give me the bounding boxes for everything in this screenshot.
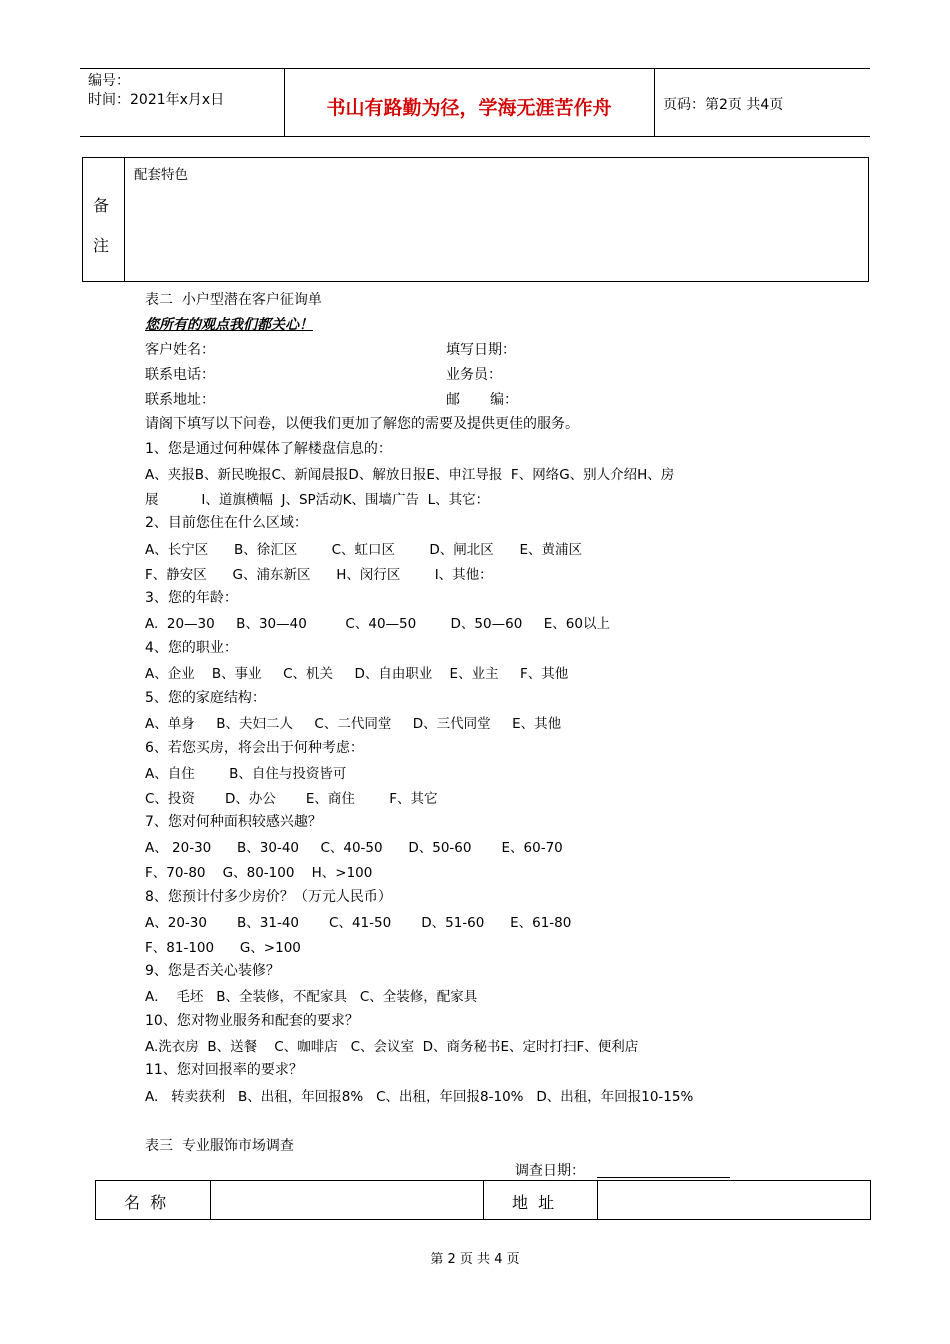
header-time: 时间：2021年x月x日 xyxy=(88,92,225,108)
header-page-number: 页码：第2页 共4页 xyxy=(663,97,784,113)
question-3-options: A. 20—30 B、30—40 C、40—50 D、50—60 E、60以上 xyxy=(145,616,610,632)
field-postcode-2: 编： xyxy=(490,392,518,408)
field-phone: 联系电话： xyxy=(145,367,215,383)
header-bottom-rule xyxy=(80,136,870,137)
remarks-divider xyxy=(124,157,125,282)
table3-name-value[interactable] xyxy=(211,1181,482,1219)
remarks-box xyxy=(82,157,869,282)
question-1-options-line-1: A、夹报B、新民晚报C、新闻晨报D、解放日报E、申江导报 F、网络G、别人介绍H、房 xyxy=(145,467,675,483)
question-9-options: A． 毛坯 B、全装修，不配家具 C、全装修，配家具 xyxy=(145,989,478,1005)
header-top-rule xyxy=(80,68,870,69)
question-9: 9、您是否关心装修？ xyxy=(145,963,280,979)
question-8: 8、您预计付多少房价？（万元人民币） xyxy=(145,889,392,905)
question-6-options-line-2: C、投资 D、办公 E、商住 F、其它 xyxy=(145,791,438,807)
question-6-options-line-1: A、自住 B、自住与投资皆可 xyxy=(145,766,347,782)
question-2-options-line-1: A、长宁区 B、徐汇区 C、虹口区 D、闸北区 E、黄浦区 xyxy=(145,542,583,558)
question-8-options-line-1: A、20-30 B、31-40 C、41-50 D、51-60 E、61-80 xyxy=(145,915,572,931)
question-11-options: A. 转卖获利 B、出租，年回报8% C、出租，年回报8-10% D、出租，年回报10-15% xyxy=(145,1089,694,1105)
remarks-label-2: 注 xyxy=(93,236,110,255)
table2-slogan: 您所有的观点我们都关心！ xyxy=(145,317,313,333)
table2-title: 表二 小户型潜在客户征询单 xyxy=(145,292,322,308)
question-10-options: A.洗衣房 B、送餐 C、咖啡店 C、会议室 D、商务秘书E、定时打扫F、便利店 xyxy=(145,1039,639,1055)
questionnaire-intro: 请阁下填写以下问卷，以便我们更加了解您的需要及提供更佳的服务。 xyxy=(145,416,579,432)
header-serial: 编号： xyxy=(88,73,130,89)
field-salesman: 业务员： xyxy=(446,367,502,383)
remarks-content: 配套特色 xyxy=(134,167,188,183)
survey-date-label: 调查日期： xyxy=(515,1163,585,1179)
field-fill-date: 填写日期： xyxy=(446,342,516,358)
remarks-label-1: 备 xyxy=(93,196,110,215)
table3-name-label: 名 称 xyxy=(124,1193,167,1212)
table3-title: 表三 专业服饰市场调查 xyxy=(145,1138,294,1154)
header-motto: 书山有路勤为径，学海无涯苦作舟 xyxy=(326,97,612,119)
question-1-options-line-2: 展 I、道旗横幅 J、SP活动K、围墙广告 L、其它： xyxy=(145,492,490,508)
question-5-options: A、单身 B、夫妇二人 C、二代同堂 D、三代同堂 E、其他 xyxy=(145,716,562,732)
question-4-options: A、企业 B、事业 C、机关 D、自由职业 E、业主 F、其他 xyxy=(145,666,569,682)
survey-date-field[interactable] xyxy=(597,1177,730,1178)
question-1: 1、您是通过何种媒体了解楼盘信息的： xyxy=(145,441,392,457)
question-2: 2、目前您住在什么区域： xyxy=(145,515,308,531)
question-2-options-line-2: F、静安区 G、浦东新区 H、闵行区 I、其他： xyxy=(145,567,493,583)
question-7-options-line-2: F、70-80 G、80-100 H、>100 xyxy=(145,865,373,881)
field-customer-name: 客户姓名： xyxy=(145,342,215,358)
field-postcode-1: 邮 xyxy=(446,392,460,408)
table3-address-label: 地 址 xyxy=(512,1193,555,1212)
question-7-options-line-1: A、 20-30 B、30-40 C、40-50 D、50-60 E、60-70 xyxy=(145,840,563,856)
question-6: 6、若您买房，将会出于何种考虑： xyxy=(145,740,364,756)
field-address: 联系地址： xyxy=(145,392,215,408)
question-7: 7、您对何种面积较感兴趣？ xyxy=(145,814,322,830)
question-11: 11、您对回报率的要求？ xyxy=(145,1062,303,1078)
footer-page-number: 第 2 页 共 4 页 xyxy=(430,1252,520,1267)
question-8-options-line-2: F、81-100 G、>100 xyxy=(145,940,301,956)
table3-address-value[interactable] xyxy=(598,1181,870,1219)
question-10: 10、您对物业服务和配套的要求？ xyxy=(145,1013,359,1029)
header-divider-right xyxy=(654,68,655,136)
table3-col-divider-2 xyxy=(483,1180,484,1220)
question-3: 3、您的年龄： xyxy=(145,590,238,606)
question-4: 4、您的职业： xyxy=(145,640,238,656)
question-5: 5、您的家庭结构： xyxy=(145,690,266,706)
